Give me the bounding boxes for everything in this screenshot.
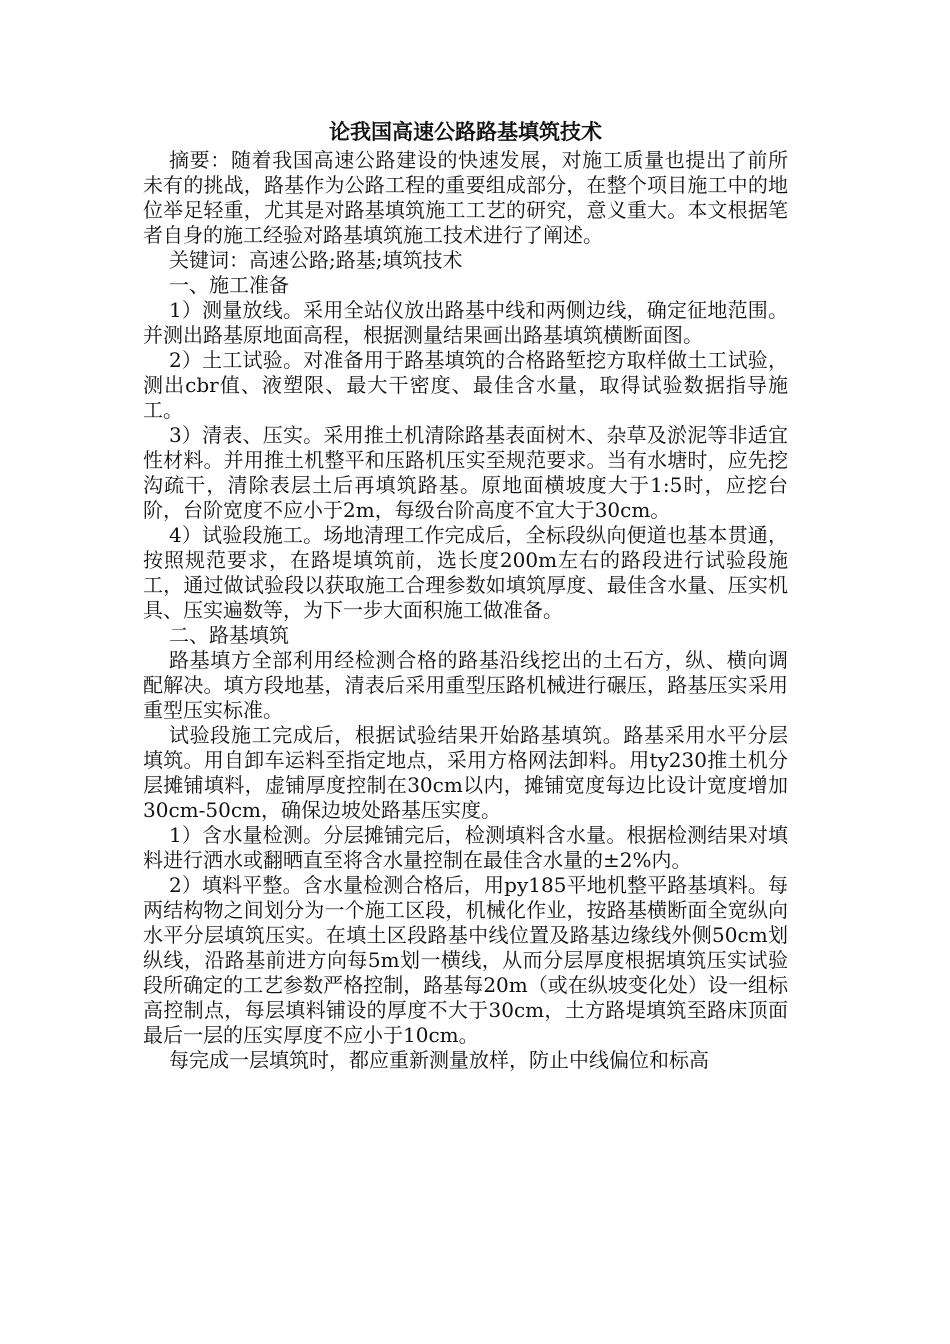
paragraph-trial-section: 4）试验段施工。场地清理工作完成后，全标段纵向便道也基本贯通，按照规范要求，在路堤填筑前，选长度200m左右的路段进行试验段施工，通过做试验段以获取施工合理参数如填筑厚度、最佳含水量、压实机具、压实遍数等，为下一步大面积施工做准备。	[143, 523, 788, 622]
section-heading-preparation: 一、施工准备	[169, 273, 289, 297]
paragraph-leveling: 2）填料平整。含水量检测合格后，用py185平地机整平路基填料。每两结构物之间划分为一个施工区段，机械化作业，按路基横断面全宽纵向水平分层填筑压实。在填土区段路基中线位置及路基边缘线外侧50cm划纵线，沿路基前进方向每5m划一横线，从而分层厚度根据填筑压实试验段所确定的工艺参数严格控制，路基每20m（或在纵坡变化处）设一组标高控制点，每层填料铺设的厚度不大于30cm，土方路堤填筑至路床顶面最后一层的压实厚度不应小于10cm。	[143, 873, 788, 1047]
paragraph-moisture-check: 1）含水量检测。分层摊铺完后，检测填料含水量。根据检测结果对填料进行洒水或翻晒直至将含水量控制在最佳含水量的±2%内。	[143, 823, 788, 872]
paragraph-resurvey: 每完成一层填筑时，都应重新测量放样，防止中线偏位和标高	[169, 1048, 709, 1072]
paragraph-layered-filling: 试验段施工完成后，根据试验结果开始路基填筑。路基采用水平分层填筑。用自卸车运料至指定地点，采用方格网法卸料。用ty230推土机分层摊铺填料，虚铺厚度控制在30cm以内，摊铺宽度每边比设计宽度增加30cm-50cm，确保边坡处路基压实度。	[143, 723, 788, 822]
paragraph-soil-test: 2）土工试验。对准备用于路基填筑的合格路堑挖方取样做土工试验，测出cbr值、液塑限、最大干密度、最佳含水量，取得试验数据指导施工。	[143, 348, 788, 422]
paragraph-survey: 1）测量放线。采用全站仪放出路基中线和两侧边线，确定征地范围。并测出路基原地面高程，根据测量结果画出路基填筑横断面图。	[143, 298, 788, 347]
keywords-paragraph: 关键词：高速公路;路基;填筑技术	[169, 248, 463, 272]
paragraph-fill-source: 路基填方全部利用经检测合格的路基沿线挖出的土石方，纵、横向调配解决。填方段地基，清表后采用重型压路机械进行碾压，路基压实采用重型压实标准。	[143, 648, 788, 722]
section-heading-filling: 二、路基填筑	[169, 623, 289, 647]
abstract-paragraph: 摘要：随着我国高速公路建设的快速发展，对施工质量也提出了前所未有的挑战，路基作为公路工程的重要组成部分，在整个项目施工中的地位举足轻重，尤其是对路基填筑施工工艺的研究，意义重大。本文根据笔者自身的施工经验对路基填筑施工技术进行了阐述。	[143, 148, 788, 247]
document-title: 论我国高速公路路基填筑技术	[329, 119, 602, 144]
document-page	[143, 118, 788, 1073]
paragraph-clearing: 3）清表、压实。采用推土机清除路基表面树木、杂草及淤泥等非适宜性材料。并用推土机整平和压路机压实至规范要求。当有水塘时，应先挖沟疏干，清除表层土后再填筑路基。原地面横坡度大于1:5时，应挖台阶，台阶宽度不应小于2m，每级台阶高度不宜大于30cm。	[143, 423, 788, 522]
